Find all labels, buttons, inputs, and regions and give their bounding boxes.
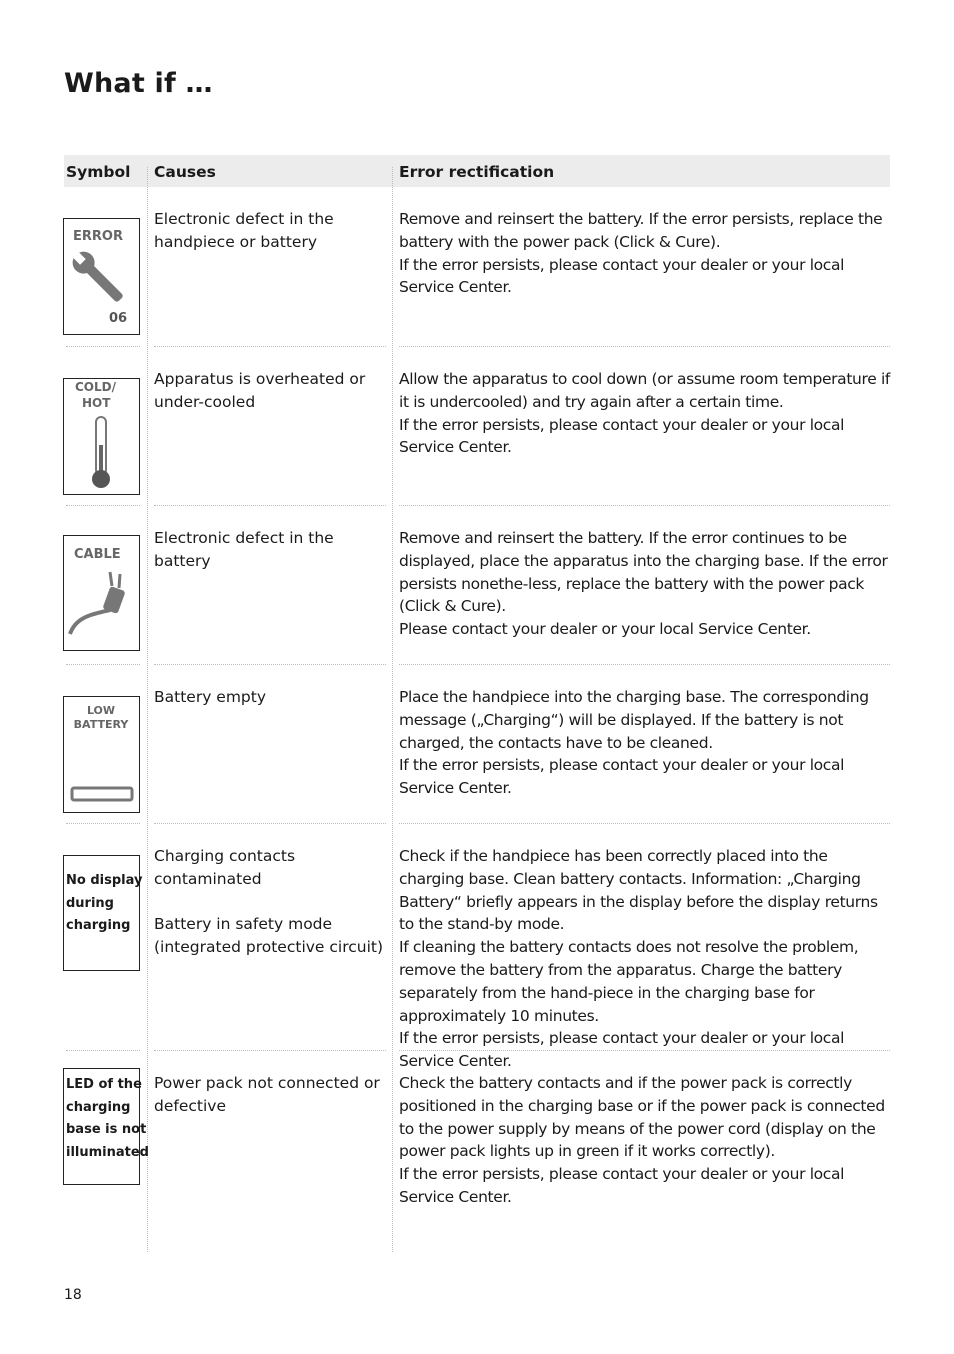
symbol-text-line: charging	[66, 918, 131, 933]
error-wrench-icon	[64, 219, 139, 334]
symbol-text-line: charging	[66, 1099, 131, 1115]
no-display-symbol	[63, 855, 143, 971]
rectification-text	[399, 1072, 891, 1209]
rectification-text	[399, 368, 891, 459]
symbol-lcd-text: HOT	[82, 396, 111, 410]
symbol-lcd-text: LOW	[86, 704, 116, 717]
header-symbol: Symbol	[66, 163, 131, 181]
rectification-text	[399, 208, 891, 299]
symbol-text-line: No display	[66, 873, 143, 888]
cause-text: Apparatus is overheated or under-cooled	[154, 370, 366, 411]
low-battery-symbol	[63, 696, 140, 813]
symbol-text-line: base is not	[66, 1122, 147, 1137]
row-separator	[399, 346, 890, 347]
row-separator	[399, 823, 890, 824]
symbol-text-line: LED of the	[66, 1077, 142, 1092]
row-separator	[66, 664, 140, 665]
header-causes: Causes	[154, 163, 216, 181]
rectification-line: Remove and reinsert the battery. If the error continues to be displayed, place the apparatus into the charging base. If the error persists nonethe-less, replace the battery with the power pack (Click & Cure).	[399, 529, 888, 616]
row-separator	[399, 664, 890, 665]
row-separator	[66, 346, 140, 347]
page-title: What if …	[64, 68, 213, 99]
cause-text: Battery empty	[154, 688, 267, 706]
rectification-line: If the error persists, please contact your dealer or your local Service Center.	[399, 756, 845, 798]
rectification-text	[399, 527, 891, 641]
symbol-lcd-text: 06	[109, 311, 128, 326]
rectification-line: If cleaning the battery contacts does not resolve the problem, remove the battery from the apparatus. Charge the battery separately from the hand-piece in the charging base for approximately 10 minutes.	[399, 938, 859, 1025]
symbol-text-line: illuminated	[66, 1144, 149, 1160]
rectification-line: Place the handpiece into the charging base. The corresponding message („Charging“) will be displayed. If the battery is not charged, the contacts have to be cleaned.	[399, 688, 869, 752]
rectification-line: If the error persists, please contact your dealer or your local Service Center.	[399, 255, 845, 297]
row-separator	[66, 505, 140, 506]
rectification-line: Check the battery contacts and if the power pack is correctly positioned in the charging base or if the power pack is connected to the power supply by means of the power cord (display on the power pack lights up in green if it works correctly).	[399, 1074, 885, 1161]
cause-text: Power pack not connected or defective	[154, 1074, 380, 1115]
rectification-line: Check if the handpiece has been correctly placed into the charging base. Clean battery contacts. Information: „Charging Battery“ briefly appears in the display before the display returns to the stand-by mode.	[399, 847, 878, 934]
symbol-lcd-text: COLD/	[75, 380, 116, 394]
row-separator	[154, 664, 386, 665]
row-separator	[399, 505, 890, 506]
rectification-text	[399, 845, 891, 1073]
row-separator	[154, 823, 386, 824]
rectification-line: Allow the apparatus to cool down (or assume room temperature if it is undercooled) and try again after a certain time.	[399, 370, 891, 411]
rectification-line: Please contact your dealer or your local Service Center.	[399, 620, 811, 639]
empty-battery-icon	[64, 697, 139, 812]
header-rectification: Error rectification	[399, 163, 555, 181]
row-separator	[66, 1050, 140, 1051]
symbol-lcd-text: ERROR	[73, 229, 123, 244]
column-divider	[147, 167, 148, 1252]
rectification-line: If the error persists, please contact your dealer or your local Service Center.	[399, 1165, 845, 1206]
row-separator	[154, 346, 386, 347]
row-separator	[154, 505, 386, 506]
rectification-line: If the error persists, please contact your dealer or your local Service Center.	[399, 415, 845, 457]
error-symbol	[63, 218, 140, 335]
thermometer-icon	[64, 379, 139, 494]
symbol-text-line: during	[66, 895, 114, 911]
led-not-illuminated-symbol	[63, 1068, 149, 1185]
rectification-text	[399, 686, 891, 800]
cable-plug-icon	[64, 536, 139, 650]
cause-text: Electronic defect in the battery	[154, 529, 334, 570]
column-divider	[392, 167, 393, 1252]
cold-hot-symbol	[63, 378, 140, 495]
cause-text: Charging contacts contaminated Battery in safety mode (integrated protective circuit)	[154, 847, 384, 957]
cause-text: Electronic defect in the handpiece or battery	[154, 210, 334, 251]
cable-symbol	[63, 535, 140, 651]
row-separator	[66, 823, 140, 824]
rectification-line: Remove and reinsert the battery. If the error persists, replace the battery with the power pack (Click & Cure).	[399, 210, 883, 251]
symbol-lcd-text: CABLE	[74, 547, 121, 562]
row-separator	[154, 1050, 386, 1051]
rectification-line: If the error persists, please contact your dealer or your local Service Center.	[399, 1029, 845, 1071]
symbol-lcd-text: BATTERY	[73, 718, 129, 731]
page-number: 18	[64, 1287, 82, 1303]
